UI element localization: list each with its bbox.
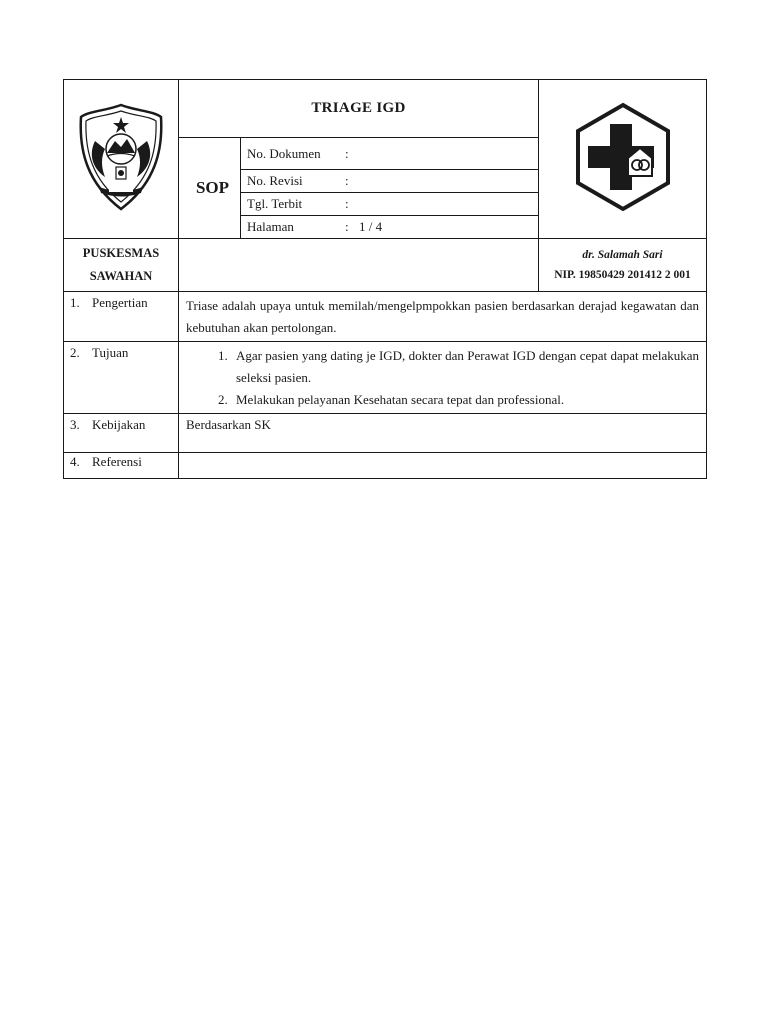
signature-block bbox=[539, 239, 707, 292]
meta-row-halaman bbox=[241, 216, 539, 239]
meta-colon: : bbox=[345, 145, 349, 161]
section-label: Tujuan bbox=[92, 345, 129, 360]
section-number: 2. bbox=[70, 345, 80, 360]
meta-row-no-dokumen bbox=[241, 138, 539, 170]
goals-list bbox=[186, 345, 699, 411]
section-number: 1. bbox=[70, 295, 80, 310]
left-logo-cell bbox=[64, 80, 179, 239]
sop-document bbox=[63, 79, 706, 479]
meta-label: No. Dokumen bbox=[247, 145, 321, 161]
section-content-pengertian: Triase adalah upaya untuk memilah/mengelpmpokkan pasien berdasarkan derajad kegawatan dan kebutuhan akan pertolongan. bbox=[179, 292, 707, 342]
section-label-kebijakan bbox=[64, 414, 179, 453]
section-label: Referensi bbox=[92, 454, 142, 469]
section-label: Pengertian bbox=[92, 295, 148, 310]
section-label-tujuan bbox=[64, 342, 179, 414]
meta-colon: : bbox=[345, 219, 349, 234]
meta-label: Halaman bbox=[247, 219, 294, 234]
section-label: Kebijakan bbox=[92, 417, 146, 432]
org-name bbox=[64, 239, 179, 292]
signer-nip: NIP. 19850429 201412 2 001 bbox=[554, 269, 691, 281]
meta-label: Tgl. Terbit bbox=[247, 196, 303, 211]
document-title: TRIAGE IGD bbox=[179, 80, 539, 138]
sop-table bbox=[63, 79, 707, 479]
meta-label: No. Revisi bbox=[247, 173, 303, 188]
list-item: 1. Agar pasien yang dating je IGD, dokter dan Perawat IGD dengan cepat dapat melakukan seleksi pasien. bbox=[231, 345, 699, 389]
signer-name: dr. Salamah Sari bbox=[582, 249, 663, 261]
sop-label: SOP bbox=[179, 138, 241, 239]
regional-coat-of-arms-icon bbox=[75, 101, 167, 213]
meta-row-tgl-terbit bbox=[241, 193, 539, 216]
puskesmas-hexagon-cross-icon bbox=[568, 102, 678, 212]
section-label-pengertian bbox=[64, 292, 179, 342]
org-name-line2: SAWAHAN bbox=[89, 269, 153, 283]
section-number: 3. bbox=[70, 417, 80, 432]
empty-middle-cell bbox=[179, 239, 539, 292]
meta-colon: : bbox=[345, 196, 349, 211]
meta-row-no-revisi bbox=[241, 170, 539, 193]
meta-colon: : bbox=[345, 173, 349, 188]
list-item: 2. Melakukan pelayanan Kesehatan secara tepat dan professional. bbox=[231, 389, 699, 411]
section-content-tujuan bbox=[179, 342, 707, 414]
meta-value: 1 / 4 bbox=[359, 219, 383, 234]
section-number: 4. bbox=[70, 454, 80, 469]
section-label-referensi bbox=[64, 453, 179, 479]
section-content-kebijakan: Berdasarkan SK bbox=[179, 414, 707, 453]
org-name-line1: PUSKESMAS bbox=[82, 246, 160, 260]
section-content-referensi bbox=[179, 453, 707, 479]
right-logo-cell bbox=[539, 80, 707, 239]
